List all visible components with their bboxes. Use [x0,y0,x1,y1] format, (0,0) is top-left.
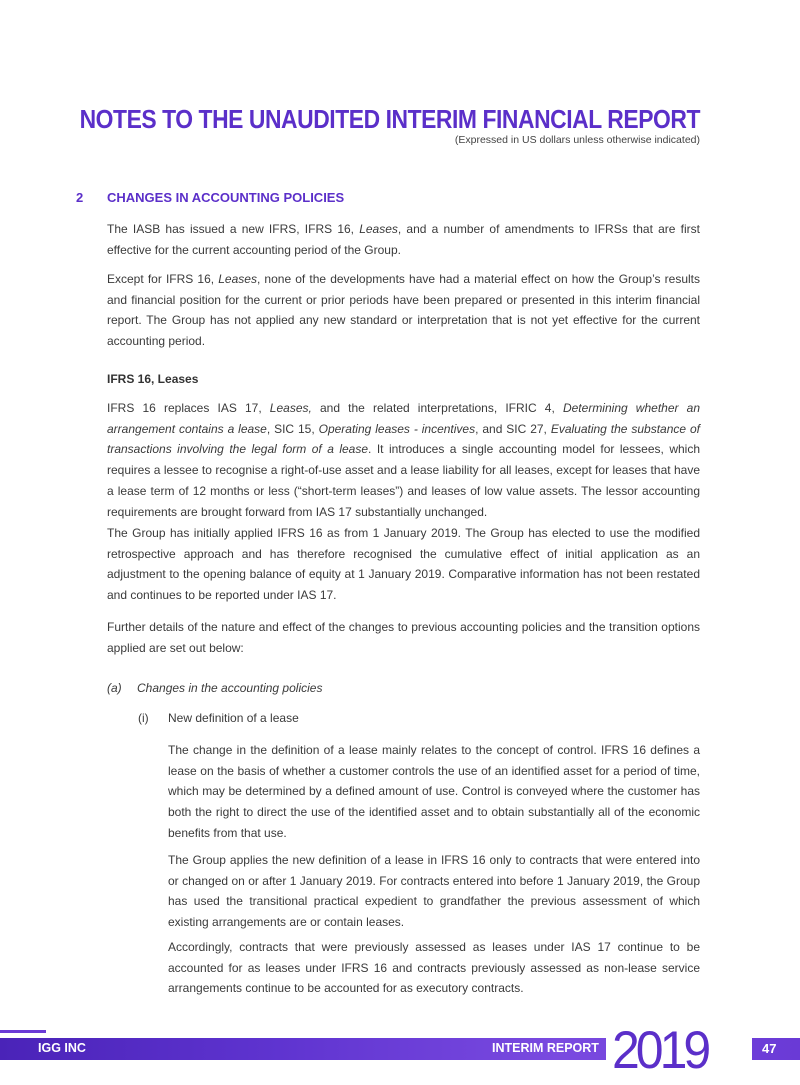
para3-text-h: Evaluating the substance of transactions involving the legal form of a lease [107,421,700,457]
list-i-text: New definition of a lease [168,711,299,725]
section-title: CHANGES IN ACCOUNTING POLICIES [107,190,345,205]
paragraph-4 [107,523,700,606]
para7-text: The Group applies the new definition of a lease in IFRS 16 only to contracts that were entered into or changed on or after 1 January 2019. For contracts entered into before 1 January 2019, the Group has used the transitional practical expedient to grandfather the previous assessment of which existing arrangements are or contain leases. [168,853,700,930]
para3-text-e: , SIC 15, [266,421,319,436]
para3-text-g: , and SIC 27, [475,421,551,436]
page-title: NOTES TO THE UNAUDITED INTERIM FINANCIAL REPORT [79,104,700,134]
para5-text: Further details of the nature and effect of the changes to previous accounting policies and the transition options applied are set out below: [107,620,700,655]
footer-accent-line [0,1030,46,1033]
list-item-i [138,711,299,725]
paragraph-5 [107,617,700,658]
section-number: 2 [76,190,84,205]
para3-text-f: Operating leases - incentives [318,421,476,436]
para3-text-a: IFRS 16 replaces IAS 17, [107,401,270,415]
footer-year: 2019 [612,1020,708,1080]
paragraph-2 [107,269,700,352]
para3-text-d: Determining whether an arrangement contains a lease [107,401,700,436]
page-number: 47 [762,1041,777,1056]
paragraph-6 [168,740,700,844]
para4-text: The Group has initially applied IFRS 16 as from 1 January 2019. The Group has elected to use the modified retrospective approach and has therefore recognised the cumulative effect of initial application as an adjustment to the opening balance of equity at 1 January 2019. Comparative information has not been restated and continues to be reported under IAS 17. [107,526,700,603]
para6-text: The change in the definition of a lease mainly relates to the concept of control. IFRS 16 defines a lease on the basis of whether a customer controls the use of an identified asset for a period of time, which may be determined by a defined amount of use. Control is conveyed where the customer has both the right to direct the use of the identified asset and to obtain substantially all of the economic benefits from that use. [168,743,700,840]
page-footer [0,1020,800,1085]
para1-text-a: The IASB has issued a new IFRS, IFRS 16, [107,222,360,236]
paragraph-1 [107,219,700,260]
list-a-text: Changes in the accounting policies [137,681,323,695]
page-subtitle: (Expressed in US dollars unless otherwise indicated) [454,134,700,146]
list-a-label: (a) [107,681,122,695]
footer-company: IGG INC [38,1041,86,1055]
footer-report-label: INTERIM REPORT [492,1041,599,1055]
para8-text: Accordingly, contracts that were previously assessed as leases under IAS 17 continue to be accounted for as leases under IFRS 16 and contracts previously assessed as non-lease service arrangements continue to be accounted for as executory contracts. [168,940,700,996]
list-item-a [107,681,322,695]
para1-text-b: Leases [359,222,398,236]
para3-text-i: . It introduces a single accounting model for lessees, which requires a lessee to recognise a right-of-use asset and a lease liability for all leases, except for leases that have a lease term of 12 months or less (“short-term leases”) and leases of low value assets. The lessor accounting requirements are brought forward from IAS 17 substantially unchanged. [107,442,700,519]
list-i-label: (i) [138,711,149,725]
section-heading [76,190,344,205]
subheading-ifrs16: IFRS 16, Leases [107,372,199,386]
para1-text-c: , and a number of amendments to IFRSs that are first effective for the current accounting period of the Group. [107,222,700,257]
paragraph-3 [107,398,700,522]
paragraph-8 [168,937,700,999]
para2-text-b: Leases [218,272,257,286]
paragraph-7 [168,850,700,933]
para2-text-c: , none of the developments have had a material effect on how the Group’s results and financial position for the current or prior periods have been prepared or presented in this interim financial report. The Group has not applied any new standard or interpretation that is not yet effective for the current accounting period. [107,272,700,349]
para3-text-b: Leases, [269,401,312,415]
para3-text-c: and the related interpretations, IFRIC 4, [311,401,563,415]
para2-text-a: Except for IFRS 16, [107,272,219,286]
